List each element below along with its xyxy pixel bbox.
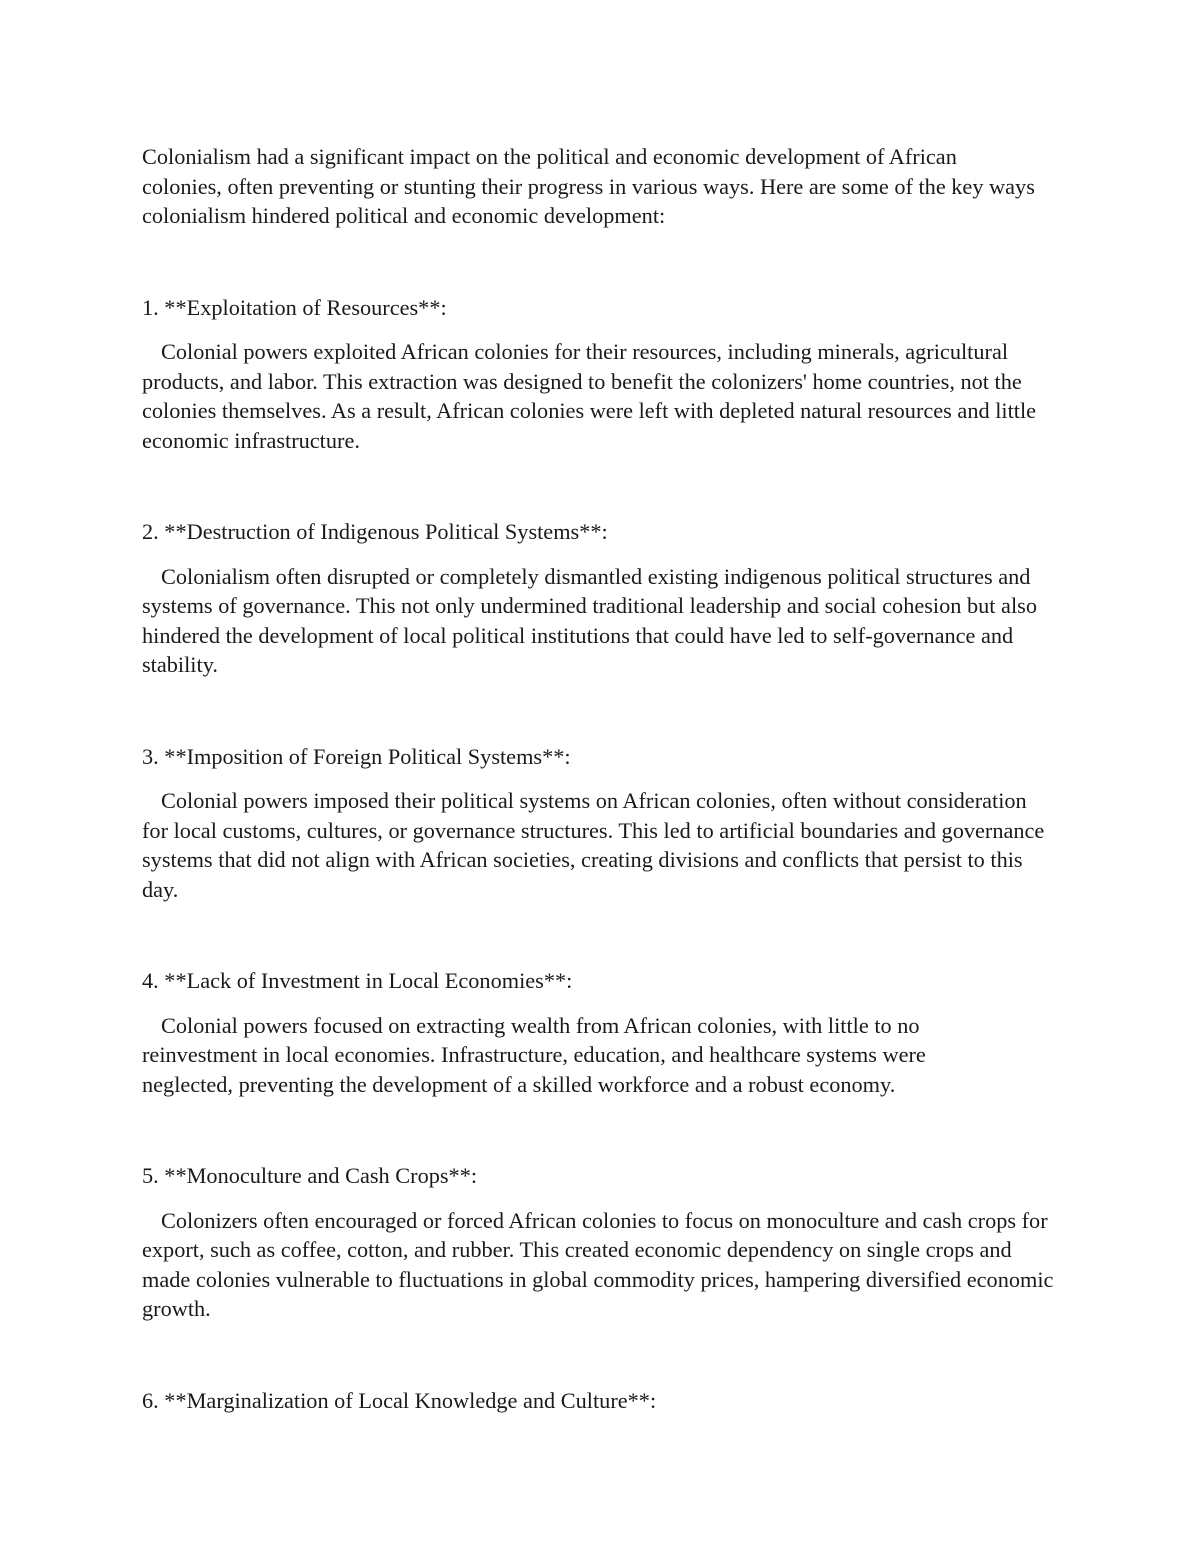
section-destruction-of-indigenous-political-systems (142, 517, 1067, 680)
section-lack-of-investment (142, 966, 1067, 1099)
section-body: Colonial powers exploited African colonies for their resources, including minerals, agricultural products, and labor. This extraction was designed to benefit the colonizers' home countries, not the colonies themselves. As a result, African colonies were left with depleted natural resources and little economic infrastructure. (142, 339, 1037, 453)
section-heading: 5. **Monoculture and Cash Crops**: (142, 1163, 478, 1188)
section-body: Colonial powers focused on extracting wealth from African colonies, with little to no reinvestment in local economies. Infrastructure, education, and healthcare systems were neglected, preventing the development of a skilled workforce and a robust economy. (142, 1012, 926, 1097)
section-imposition-of-foreign-political-systems (142, 742, 1067, 905)
section-monoculture-and-cash-crops (142, 1161, 1067, 1324)
section-body: Colonialism often disrupted or completely dismantled existing indigenous political structures and systems of governance. This not only undermined traditional leadership and social cohesion but also hindered the development of local political institutions that could have led to self-governance and stability. (142, 563, 1037, 677)
section-heading: 1. **Exploitation of Resources**: (142, 294, 447, 320)
section-body: Colonial powers imposed their political systems on African colonies, often without consideration for local customs, cultures, or governance structures. This led to artificial boundaries and governance systems that did not align with African societies, creating divisions and conflicts that persist to this day. (142, 788, 1045, 902)
section-heading: 4. **Lack of Investment in Local Economies**: (142, 968, 573, 993)
section-heading: 3. **Imposition of Foreign Political Systems**: (142, 743, 571, 769)
section-marginalization-of-local-knowledge (142, 1386, 1067, 1416)
intro-paragraph: Colonialism had a significant impact on the political and economic development of African colonies, often preventing or stunting their progress in various ways. Here are some of the key ways colonialism hindered political and economic development: (142, 144, 1035, 228)
section-heading: 6. **Marginalization of Local Knowledge and Culture**: (142, 1387, 657, 1413)
section-body: Colonizers often encouraged or forced African colonies to focus on monoculture and cash crops for export, such as coffee, cotton, and rubber. This created economic dependency on single crops and made colonies vulnerable to fluctuations in global commodity prices, hampering diversified economic growth. (142, 1207, 1054, 1321)
section-heading: 2. **Destruction of Indigenous Political Systems**: (142, 519, 608, 544)
document-page (142, 142, 1067, 1415)
section-exploitation-of-resources (142, 293, 1067, 456)
